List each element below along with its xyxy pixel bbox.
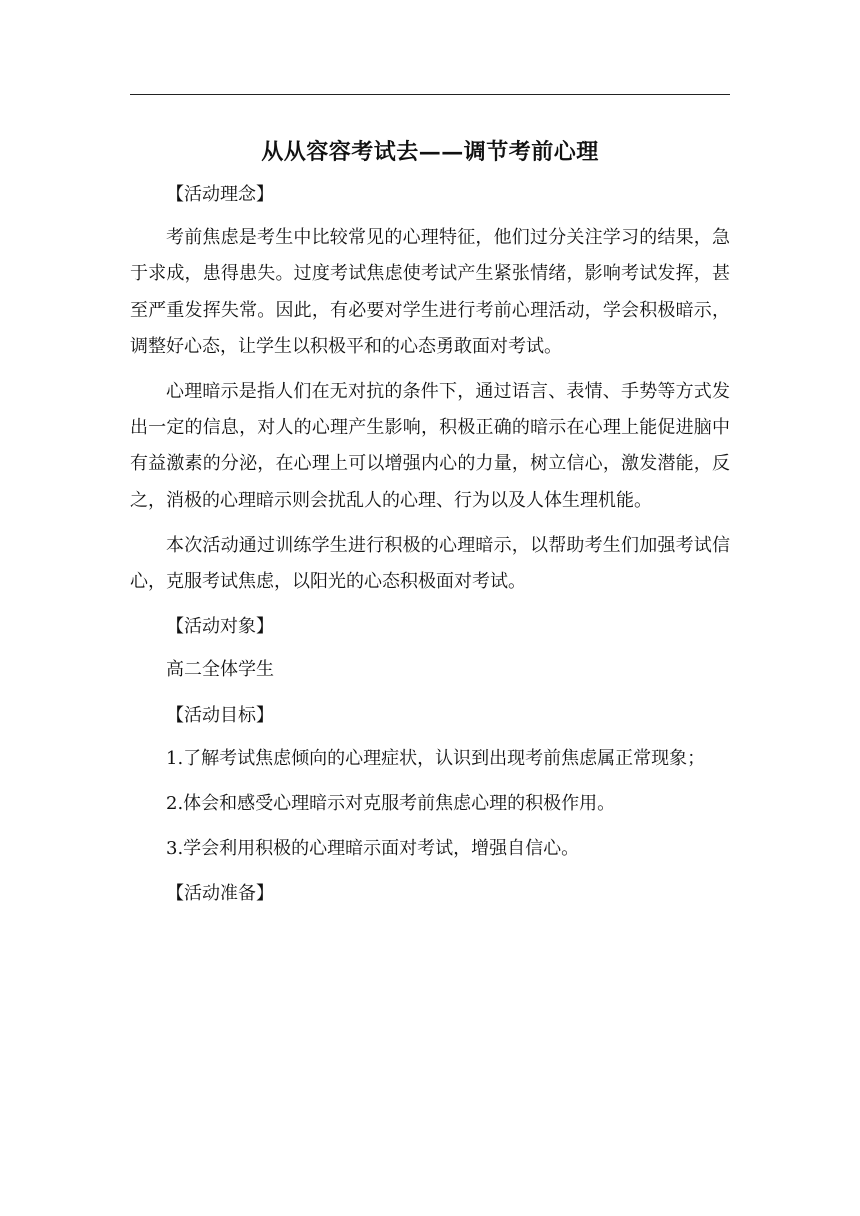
concept-paragraph: 考前焦虑是考生中比较常见的心理特征，他们过分关注学习的结果，急于求成，患得患失。过度考试焦虑使考试产生紧张情绪，影响考试发挥，甚至严重发挥失常。因此，有必要对学生进行考前心理活动，学会积极暗示，调整好心态，让学生以积极平和的心态勇敢面对考试。 (130, 227, 730, 357)
concept-paragraph: 心理暗示是指人们在无对抗的条件下，通过语言、表情、手势等方式发出一定的信息，对人的心理产生影响，积极正确的暗示在心理上能促进脑中有益激素的分泌，在心理上可以增强内心的力量，树立信心，激发潜能，反之，消极的心理暗示则会扰乱人的心理、行为以及人体生理机能。 (130, 381, 730, 511)
document-title: 从从容容考试去——调节考前心理 (261, 139, 599, 165)
target-text: 高二全体学生 (166, 659, 274, 681)
section-heading-concept: 【活动理念】 (166, 184, 274, 205)
section-heading-goal: 【活动目标】 (166, 704, 274, 726)
document-page (130, 0, 730, 1216)
goal-item: 2.体会和感受心理暗示对克服考前焦虑心理的积极作用。 (166, 793, 616, 815)
section-heading-target: 【活动对象】 (166, 616, 274, 638)
goal-item: 1.了解考试焦虑倾向的心理症状，认识到出现考前焦虑属正常现象； (166, 747, 706, 769)
goal-item: 3.学会利用积极的心理暗示面对考试，增强自信心。 (166, 838, 580, 860)
concept-paragraph: 本次活动通过训练学生进行积极的心理暗示，以帮助考生们加强考试信心，克服考试焦虑，以阳光的心态积极面对考试。 (130, 534, 730, 593)
document-body (130, 177, 730, 920)
header-rule (130, 94, 730, 95)
section-heading-preparation: 【活动准备】 (166, 883, 274, 905)
